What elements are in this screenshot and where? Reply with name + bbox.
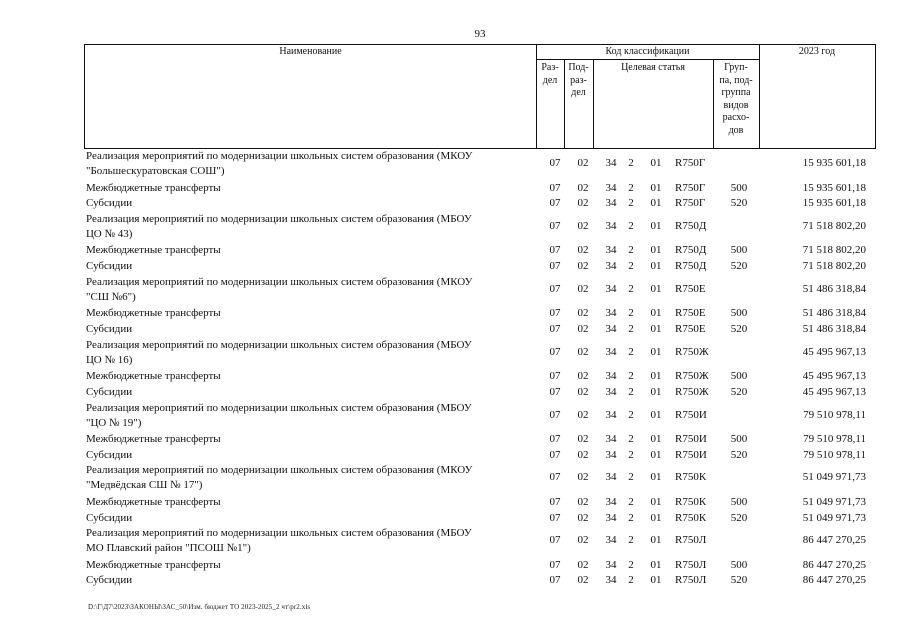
- row-target-main: 01: [650, 244, 662, 257]
- row-target-type: 2: [628, 260, 634, 273]
- row-target-direction: R750К: [675, 511, 707, 524]
- row-razdel: 07: [549, 471, 561, 484]
- table-row: [86, 149, 876, 181]
- row-razdel: 07: [549, 322, 561, 335]
- row-target-type: 2: [628, 534, 634, 547]
- row-name: Субсидии: [86, 511, 133, 524]
- row-target-program: 34: [605, 157, 617, 169]
- row-target-direction: R750Д: [675, 260, 707, 273]
- row-target-direction: R750Г: [675, 197, 706, 210]
- row-razdel: 07: [549, 534, 561, 547]
- row-target-program: 34: [605, 181, 617, 194]
- row-sum: 45 495 967,13: [802, 370, 866, 383]
- table-row: [86, 558, 876, 574]
- row-target-program: 34: [605, 511, 617, 524]
- row-podrazdel: 02: [577, 448, 589, 461]
- header-classification: Код классификации: [605, 46, 690, 57]
- row-sum: 51 049 971,73: [802, 511, 866, 524]
- row-vr: 520: [730, 448, 748, 461]
- row-name: Межбюджетные трансферты: [86, 495, 221, 508]
- row-podrazdel: 02: [577, 558, 589, 571]
- row-sum: 51 486 318,84: [802, 322, 866, 335]
- table-row: [86, 306, 876, 322]
- row-sum: 86 447 270,25: [802, 534, 866, 547]
- row-name: Реализация мероприятий по модернизации школьных систем образования (МБОУ "ЦО № 19"): [86, 401, 472, 429]
- table-row: [86, 369, 876, 385]
- row-target-type: 2: [628, 558, 634, 571]
- row-podrazdel: 02: [577, 370, 589, 383]
- row-target-type: 2: [628, 471, 634, 484]
- row-target-type: 2: [628, 244, 634, 257]
- row-target-direction: R750К: [675, 471, 707, 484]
- page-number: 93: [474, 28, 486, 40]
- row-target-type: 2: [628, 511, 634, 524]
- row-podrazdel: 02: [577, 471, 589, 484]
- header-name: Наименование: [279, 46, 342, 57]
- row-target-main: 01: [650, 219, 662, 232]
- row-razdel: 07: [549, 307, 561, 320]
- row-target-type: 2: [628, 197, 634, 210]
- row-target-main: 01: [650, 558, 662, 571]
- row-sum: 15 935 601,18: [802, 157, 866, 169]
- row-target-direction: R750Ж: [675, 385, 709, 398]
- row-razdel: 07: [549, 181, 561, 194]
- row-target-type: 2: [628, 433, 634, 445]
- row-target-main: 01: [650, 322, 662, 335]
- row-target-type: 2: [628, 219, 634, 232]
- table-body: [86, 149, 876, 589]
- row-name: Реализация мероприятий по модернизации школьных систем образования (МБОУ ЦО № 16): [86, 338, 472, 366]
- table-row: [86, 259, 876, 275]
- row-sum: 51 486 318,84: [802, 307, 866, 320]
- row-target-main: 01: [650, 307, 662, 320]
- row-name: Субсидии: [86, 574, 133, 587]
- row-razdel: 07: [549, 408, 561, 421]
- row-sum: 86 447 270,25: [802, 574, 866, 587]
- row-target-type: 2: [628, 181, 634, 194]
- row-razdel: 07: [549, 260, 561, 273]
- row-target-program: 34: [605, 534, 617, 547]
- row-target-main: 01: [650, 471, 662, 484]
- row-target-direction: R750И: [675, 433, 707, 445]
- row-target-type: 2: [628, 322, 634, 335]
- row-target-direction: R750И: [675, 408, 707, 421]
- table-header: [84, 44, 876, 149]
- row-target-direction: R750К: [675, 495, 707, 508]
- row-target-program: 34: [605, 385, 617, 398]
- row-podrazdel: 02: [577, 495, 589, 508]
- row-razdel: 07: [549, 157, 561, 169]
- row-podrazdel: 02: [577, 307, 589, 320]
- row-target-direction: R750Е: [675, 282, 706, 295]
- row-razdel: 07: [549, 448, 561, 461]
- row-podrazdel: 02: [577, 197, 589, 210]
- row-name: Реализация мероприятий по модернизации школьных систем образования (МБОУ ЦО № 43): [86, 212, 472, 240]
- header-vr: Груп- па, под- группа видов расхо- дов: [719, 62, 753, 136]
- row-name: Субсидии: [86, 322, 133, 335]
- row-target-direction: R750Д: [675, 244, 707, 257]
- row-target-program: 34: [605, 471, 617, 484]
- row-sum: 51 486 318,84: [802, 282, 866, 295]
- row-name: Межбюджетные трансферты: [86, 244, 221, 257]
- row-target-type: 2: [628, 574, 634, 587]
- row-podrazdel: 02: [577, 282, 589, 295]
- row-target-main: 01: [650, 385, 662, 398]
- row-vr: 520: [730, 511, 748, 524]
- row-target-type: 2: [628, 448, 634, 461]
- row-target-program: 34: [605, 197, 617, 210]
- row-podrazdel: 02: [577, 574, 589, 587]
- row-target-type: 2: [628, 408, 634, 421]
- row-target-type: 2: [628, 370, 634, 383]
- row-target-main: 01: [650, 534, 662, 547]
- row-name: Реализация мероприятий по модернизации школьных систем образования (МКОУ "СШ №6"): [86, 275, 473, 303]
- row-target-program: 34: [605, 322, 617, 335]
- row-sum: 71 518 802,20: [802, 244, 866, 257]
- row-target-program: 34: [605, 448, 617, 461]
- row-target-main: 01: [650, 197, 662, 210]
- row-target-direction: R750Ж: [675, 345, 709, 358]
- table-row: [86, 526, 876, 558]
- table-row: [86, 181, 876, 197]
- row-vr: 500: [730, 433, 748, 445]
- row-target-program: 34: [605, 282, 617, 295]
- row-razdel: 07: [549, 282, 561, 295]
- row-sum: 45 495 967,13: [802, 385, 866, 398]
- row-vr: 500: [730, 307, 748, 320]
- row-sum: 79 510 978,11: [803, 408, 866, 421]
- row-razdel: 07: [549, 345, 561, 358]
- row-sum: 71 518 802,20: [802, 219, 866, 232]
- row-sum: 79 510 978,11: [803, 433, 866, 445]
- row-sum: 51 049 971,73: [802, 495, 866, 508]
- row-target-direction: R750Л: [675, 558, 707, 571]
- table-row: [86, 401, 876, 433]
- row-podrazdel: 02: [577, 408, 589, 421]
- row-target-main: 01: [650, 433, 662, 445]
- row-sum: 86 447 270,25: [802, 558, 866, 571]
- row-target-main: 01: [650, 370, 662, 383]
- row-name: Субсидии: [86, 197, 133, 210]
- row-podrazdel: 02: [577, 260, 589, 273]
- row-sum: 51 049 971,73: [802, 471, 866, 484]
- row-razdel: 07: [549, 511, 561, 524]
- row-target-direction: R750Ж: [675, 370, 709, 383]
- row-target-program: 34: [605, 558, 617, 571]
- row-vr: 500: [730, 370, 748, 383]
- row-vr: 520: [730, 260, 748, 273]
- table-row: [86, 495, 876, 511]
- row-podrazdel: 02: [577, 433, 589, 445]
- row-target-program: 34: [605, 307, 617, 320]
- row-name: Межбюджетные трансферты: [86, 370, 221, 383]
- row-target-type: 2: [628, 307, 634, 320]
- row-target-direction: R750Л: [675, 574, 707, 587]
- row-name: Субсидии: [86, 385, 133, 398]
- row-podrazdel: 02: [577, 181, 589, 194]
- row-sum: 45 495 967,13: [802, 345, 866, 358]
- row-target-type: 2: [628, 282, 634, 295]
- row-name: Межбюджетные трансферты: [86, 181, 221, 194]
- table-row: [86, 385, 876, 401]
- row-sum: 15 935 601,18: [802, 181, 866, 194]
- table-row: [86, 212, 876, 244]
- table-row: [86, 463, 876, 495]
- row-podrazdel: 02: [577, 244, 589, 257]
- row-target-type: 2: [628, 345, 634, 358]
- row-target-type: 2: [628, 495, 634, 508]
- table-row: [86, 196, 876, 212]
- row-vr: 500: [730, 181, 748, 194]
- table-row: [86, 322, 876, 338]
- row-target-direction: R750Г: [675, 157, 706, 169]
- row-name: Реализация мероприятий по модернизации школьных систем образования (МКОУ "Большескуратовская СОШ"): [86, 150, 473, 177]
- row-vr: 520: [730, 197, 748, 210]
- row-razdel: 07: [549, 197, 561, 210]
- row-podrazdel: 02: [577, 157, 589, 169]
- row-razdel: 07: [549, 385, 561, 398]
- header-target: Целевая статья: [621, 62, 685, 73]
- row-podrazdel: 02: [577, 385, 589, 398]
- row-sum: 79 510 978,11: [803, 448, 866, 461]
- row-target-program: 34: [605, 244, 617, 257]
- table-row: [86, 432, 876, 448]
- header-year: 2023 год: [798, 46, 836, 57]
- row-razdel: 07: [549, 574, 561, 587]
- row-podrazdel: 02: [577, 322, 589, 335]
- row-razdel: 07: [549, 495, 561, 508]
- row-podrazdel: 02: [577, 219, 589, 232]
- row-name: Субсидии: [86, 448, 133, 461]
- row-target-type: 2: [628, 385, 634, 398]
- table-row: [86, 511, 876, 527]
- row-razdel: 07: [549, 244, 561, 257]
- row-target-program: 34: [605, 433, 617, 445]
- table-row: [86, 338, 876, 370]
- row-name: Межбюджетные трансферты: [86, 433, 221, 445]
- row-vr: 500: [730, 558, 748, 571]
- row-target-program: 34: [605, 345, 617, 358]
- row-vr: 500: [730, 495, 748, 508]
- row-target-main: 01: [650, 157, 662, 169]
- row-target-main: 01: [650, 495, 662, 508]
- header-razdel: Раз- дел: [541, 62, 559, 86]
- row-vr: 520: [730, 574, 748, 587]
- row-target-main: 01: [650, 181, 662, 194]
- row-target-main: 01: [650, 408, 662, 421]
- row-target-program: 34: [605, 370, 617, 383]
- row-target-direction: R750Е: [675, 307, 706, 320]
- row-vr: 520: [730, 322, 748, 335]
- row-target-main: 01: [650, 345, 662, 358]
- row-vr: 520: [730, 385, 748, 398]
- table-row: [86, 448, 876, 464]
- table-row: [86, 573, 876, 589]
- row-razdel: 07: [549, 370, 561, 383]
- header-podrazdel: Под- раз- дел: [568, 62, 589, 98]
- row-target-main: 01: [650, 282, 662, 295]
- row-name: Межбюджетные трансферты: [86, 558, 221, 571]
- footer-path: D:\Г\Д7\2023\ЗАКОНЫ\ЗАС_50\Изм. бюджет ТО 2023-2025_2 чт\pr2.xls: [88, 603, 311, 611]
- row-razdel: 07: [549, 219, 561, 232]
- row-razdel: 07: [549, 558, 561, 571]
- row-target-main: 01: [650, 574, 662, 587]
- row-name: Межбюджетные трансферты: [86, 307, 221, 320]
- row-target-program: 34: [605, 260, 617, 273]
- row-name: Реализация мероприятий по модернизации школьных систем образования (МБОУ МО Плавский район "ПСОШ №1"): [86, 527, 472, 555]
- row-target-type: 2: [628, 157, 634, 169]
- row-name: Реализация мероприятий по модернизации школьных систем образования (МКОУ "Медвёдская СШ № 17"): [86, 464, 473, 492]
- row-target-program: 34: [605, 495, 617, 508]
- row-podrazdel: 02: [577, 534, 589, 547]
- row-target-main: 01: [650, 511, 662, 524]
- row-target-direction: R750Д: [675, 219, 707, 232]
- row-target-direction: R750Е: [675, 322, 706, 335]
- row-name: Субсидии: [86, 260, 133, 273]
- row-target-direction: R750Г: [675, 181, 706, 194]
- row-target-direction: R750Л: [675, 534, 707, 547]
- row-vr: 500: [730, 244, 748, 257]
- row-target-main: 01: [650, 260, 662, 273]
- row-sum: 15 935 601,18: [802, 197, 866, 210]
- table-row: [86, 275, 876, 307]
- table-row: [86, 243, 876, 259]
- row-podrazdel: 02: [577, 345, 589, 358]
- row-target-main: 01: [650, 448, 662, 461]
- row-sum: 71 518 802,20: [802, 260, 866, 273]
- row-podrazdel: 02: [577, 511, 589, 524]
- row-razdel: 07: [549, 433, 561, 445]
- row-target-program: 34: [605, 574, 617, 587]
- row-target-program: 34: [605, 219, 617, 232]
- row-target-direction: R750И: [675, 448, 707, 461]
- row-target-program: 34: [605, 408, 617, 421]
